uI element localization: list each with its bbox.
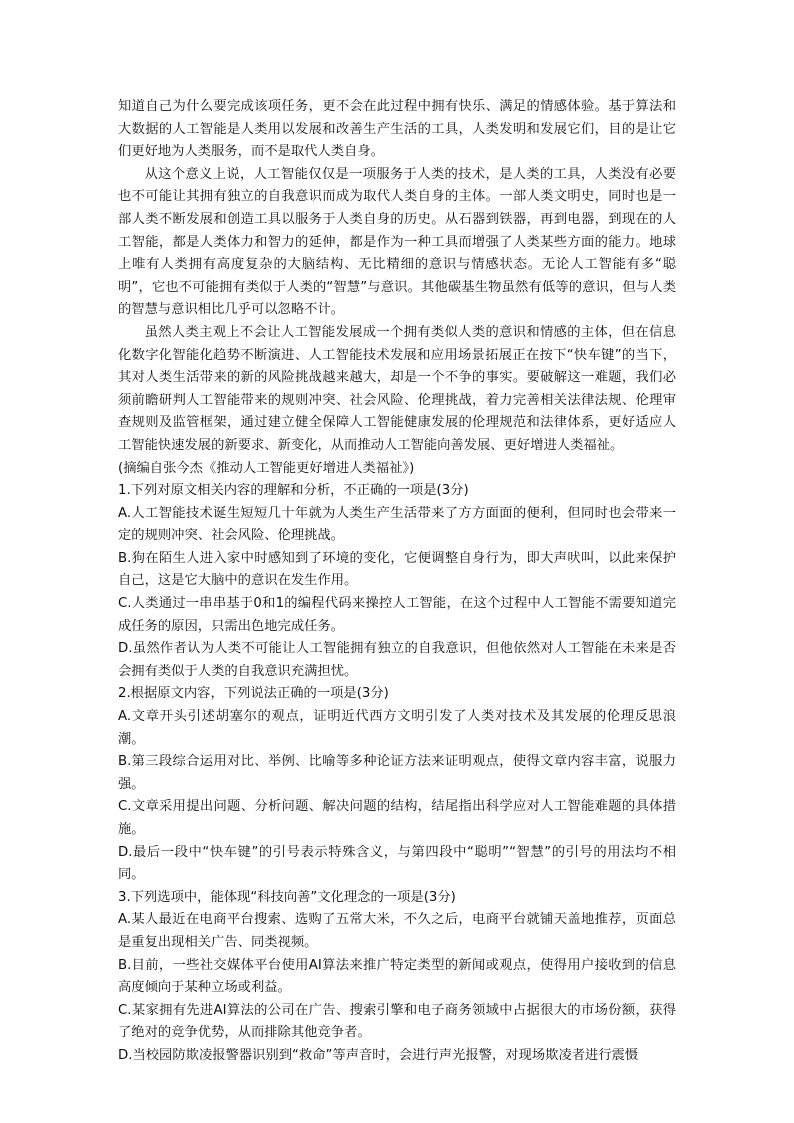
option-c: C.某家拥有先进AI算法的公司在广告、搜索引擎和电子商务领域中占据很大的市场份额，获得了绝对的竞争优势，从而排除其他竞争者。 — [118, 1002, 676, 1041]
option-c: C.文章采用提出问题、分析问题、解决问题的结构，结尾指出科学应对人工智能难题的具体措施。 — [118, 799, 676, 837]
option-a: A.文章开头引述胡塞尔的观点，证明近代西方文明引发了人类对技术及其发展的伦理反思浪潮。 — [118, 709, 676, 747]
question-1 — [118, 480, 676, 683]
option-b: B.目前，一些社交媒体平台使用AI算法来推广特定类型的新闻或观点，使得用户接收到的信息高度倾向于某种立场或利益。 — [118, 957, 676, 996]
question-stem: 2.根据原文内容，下列说法正确的一项是(3分) — [118, 686, 389, 702]
passage-paragraph: 从这个意义上说，人工智能仅仅是一项服务于人类的技术，是人类的工具，人类没有必要也不可能让其拥有独立的自我意识而成为取代人类自身的主体。一部人类文明史，同时也是一部人类不断发展和创造工具以服务于人类自身的历史。从石器到铁器，再到电器，到现在的人工智能，都是人类体力和智力的延伸，都是作为一种工具而增强了人类某些方面的能力。地球上唯有人类拥有高度复杂的大脑结构、无比精细的意识与情感状态。无论人工智能有多“聪明”，它也不可能拥有类似于人类的“智慧”与意识。其他碳基生物虽然有低等的意识，但与人类的智慧与意识相比几乎可以忽略不计。 — [118, 166, 676, 318]
option-a: A.某人最近在电商平台搜索、选购了五常大米，不久之后，电商平台就铺天盖地推荐，页面总是重复出现相关广告、同类视频。 — [118, 912, 676, 950]
option-d: D.当校园防欺凌报警器识别到“救命”等声音时，会进行声光报警，对现场欺凌者进行震慑 — [118, 1047, 639, 1063]
passage-source: (摘编自张今杰《推动人工智能更好增进人类福祉》) — [118, 460, 415, 476]
question-stem: 3.下列选项中，能体现“科技向善”文化理念的一项是(3分) — [118, 889, 456, 905]
passage-paragraph: 虽然人类主观上不会让人工智能发展成一个拥有类似人类的意识和情感的主体，但在信息化数字化智能化趋势不断演进、人工智能技术发展和应用场景拓展正在按下“快车键”的当下，其对人类生活带来的新的风险挑战越来越大，却是一个不争的事实。要破解这一难题，我们必须前瞻研判人工智能带来的规则冲突、社会风险、伦理挑战，着力完善相关法律法规、伦理审查规则及监管框架，通过建立健全保障人工智能健康发展的伦理规范和法律体系，更好适应人工智能快速发展的新要求、新变化，从而推动人工智能向善发展、更好增进人类福祉。 — [118, 324, 676, 453]
option-c: C.人类通过一串串基于0和1的编程代码来操控人工智能，在这个过程中人工智能不需要知道完成任务的原因，只需出色地完成任务。 — [118, 596, 676, 634]
passage-paragraph-continued: 知道自己为什么要完成该项任务，更不会在此过程中拥有快乐、满足的情感体验。基于算法和大数据的人工智能是人类用以发展和改善生产生活的工具，人类发明和发展它们，目的是让它们更好地为人类服务，而不是取代人类自身。 — [118, 99, 676, 160]
option-b: B.第三段综合运用对比、举例、比喻等多种论证方法来证明观点，使得文章内容丰富，说服力强。 — [118, 754, 676, 792]
option-d: D.最后一段中“快车键”的引号表示特殊含义，与第四段中“聪明”“智慧”的引号的用法均不相同。 — [118, 844, 676, 883]
question-2 — [118, 683, 676, 886]
option-b: B.狗在陌生人进入家中时感知到了环境的变化，它便调整自身行为，即大声吠叫，以此来保护自己，这是它大脑中的意识在发生作用。 — [118, 550, 676, 589]
exam-page — [118, 96, 676, 1068]
option-a: A.人工智能技术诞生短短几十年就为人类生产生活带来了方方面面的便利，但同时也会带来一定的规则冲突、社会风险、伦理挑战。 — [118, 505, 676, 544]
question-stem: 1.下列对原文相关内容的理解和分析，不正确的一项是(3分) — [118, 483, 469, 499]
option-d: D.虽然作者认为人类不可能让人工智能拥有独立的自我意识，但他依然对人工智能在未来是否会拥有类似于人类的自我意识充满担忧。 — [118, 641, 676, 679]
question-3 — [118, 887, 676, 1068]
